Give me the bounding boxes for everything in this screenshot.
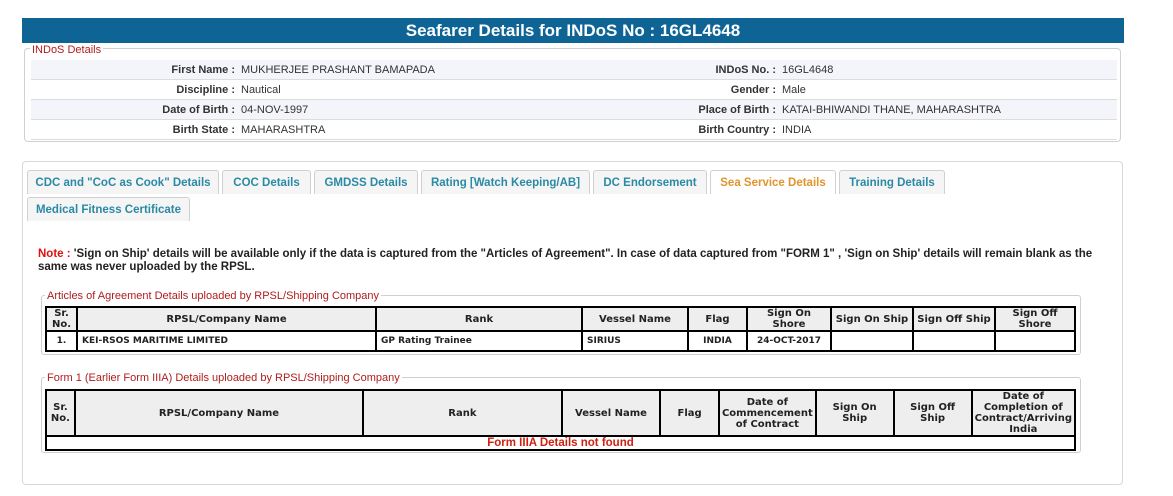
field-label: Birth Country : [633, 120, 779, 140]
col-header: Sr. No. [46, 390, 75, 436]
indos-row [31, 80, 1117, 100]
field-label: First Name : [31, 60, 238, 80]
col-header: Flag [660, 390, 719, 436]
tab-sea-service-details[interactable]: Sea Service Details [710, 170, 836, 194]
field-value: KATAI-BHIWANDI THANE, MAHARASHTRA [779, 100, 1117, 120]
col-header: Vessel Name [562, 390, 661, 436]
indos-details-legend: INDoS Details [32, 44, 102, 56]
form1-table [45, 389, 1076, 451]
tab-cdc-details[interactable]: CDC and "CoC as Cook" Details [27, 170, 219, 194]
indos-details-panel [24, 44, 1121, 142]
tab-rating-watch-keeping[interactable]: Rating [Watch Keeping/AB] [421, 170, 590, 194]
col-header: Date of Completion of Contract/Arriving India [972, 390, 1075, 436]
col-header: RPSL/Company Name [77, 307, 376, 331]
field-value: Male [779, 80, 1117, 100]
articles-table [45, 306, 1076, 352]
note-text: 'Sign on Ship' details will be available only if the data is captured from the "Articles of Agreement". In case of data captured from "FORM 1" , 'Sign on Ship' details will remain blank as the same was never uploaded by the RPSL. [38, 248, 1093, 273]
cell-flag: INDIA [688, 331, 747, 351]
tab-dc-endorsement[interactable]: DC Endorsement [593, 170, 707, 194]
table-row [46, 331, 1075, 351]
table-header-row [46, 307, 1075, 331]
empty-message: Form IIIA Details not found [46, 436, 1075, 450]
tab-training-details[interactable]: Training Details [839, 170, 945, 194]
col-header: Flag [688, 307, 747, 331]
field-label: INDoS No. : [633, 60, 779, 80]
tab-gmdss-details[interactable]: GMDSS Details [314, 170, 418, 194]
indos-details-table [31, 60, 1117, 140]
col-header: Sign Off Ship [894, 390, 972, 436]
cell-sign-off-ship [913, 331, 995, 351]
note-prefix: Note : [38, 248, 74, 260]
col-header: Sign Off Ship [913, 307, 995, 331]
field-value: 04-NOV-1997 [238, 100, 633, 120]
col-header: Sign On Shore [747, 307, 831, 331]
cell-sr-no: 1. [46, 331, 77, 351]
form1-legend: Form 1 (Earlier Form IIIA) Details uploaded by RPSL/Shipping Company [47, 372, 400, 384]
col-header: Rank [376, 307, 582, 331]
indos-row [31, 100, 1117, 120]
field-label: Place of Birth : [633, 100, 779, 120]
tab-coc-details[interactable]: COC Details [222, 170, 311, 194]
field-label: Gender : [633, 80, 779, 100]
field-value: INDIA [779, 120, 1117, 140]
field-label: Birth State : [31, 120, 238, 140]
field-label: Discipline : [31, 80, 238, 100]
col-header: Sign On Ship [816, 390, 894, 436]
col-header: RPSL/Company Name [75, 390, 363, 436]
cell-company: KEI-RSOS MARITIME LIMITED [77, 331, 376, 351]
page-title: Seafarer Details for INDoS No : 16GL4648 [22, 18, 1124, 43]
indos-row [31, 120, 1117, 140]
field-label: Date of Birth : [31, 100, 238, 120]
field-value: MAHARASHTRA [238, 120, 633, 140]
cell-vessel: SIRIUS [582, 331, 688, 351]
col-header: Rank [363, 390, 562, 436]
field-value: Nautical [238, 80, 633, 100]
col-header: Date of Commencement of Contract [719, 390, 816, 436]
col-header: Vessel Name [582, 307, 688, 331]
field-value: MUKHERJEE PRASHANT BAMAPADA [238, 60, 633, 80]
articles-legend: Articles of Agreement Details uploaded by RPSL/Shipping Company [47, 290, 380, 302]
cell-sign-off-shore [995, 331, 1075, 351]
cell-rank: GP Rating Trainee [376, 331, 582, 351]
col-header: Sign On Ship [831, 307, 913, 331]
table-header-row [46, 390, 1075, 436]
indos-row [31, 60, 1117, 80]
col-header: Sr. No. [46, 307, 77, 331]
sign-on-note [38, 248, 1098, 274]
col-header: Sign Off Shore [995, 307, 1075, 331]
table-row [46, 436, 1075, 450]
field-value: 16GL4648 [779, 60, 1117, 80]
cell-sign-on-shore: 24-OCT-2017 [747, 331, 831, 351]
cell-sign-on-ship [831, 331, 913, 351]
tab-medical-fitness[interactable]: Medical Fitness Certificate [27, 197, 190, 221]
